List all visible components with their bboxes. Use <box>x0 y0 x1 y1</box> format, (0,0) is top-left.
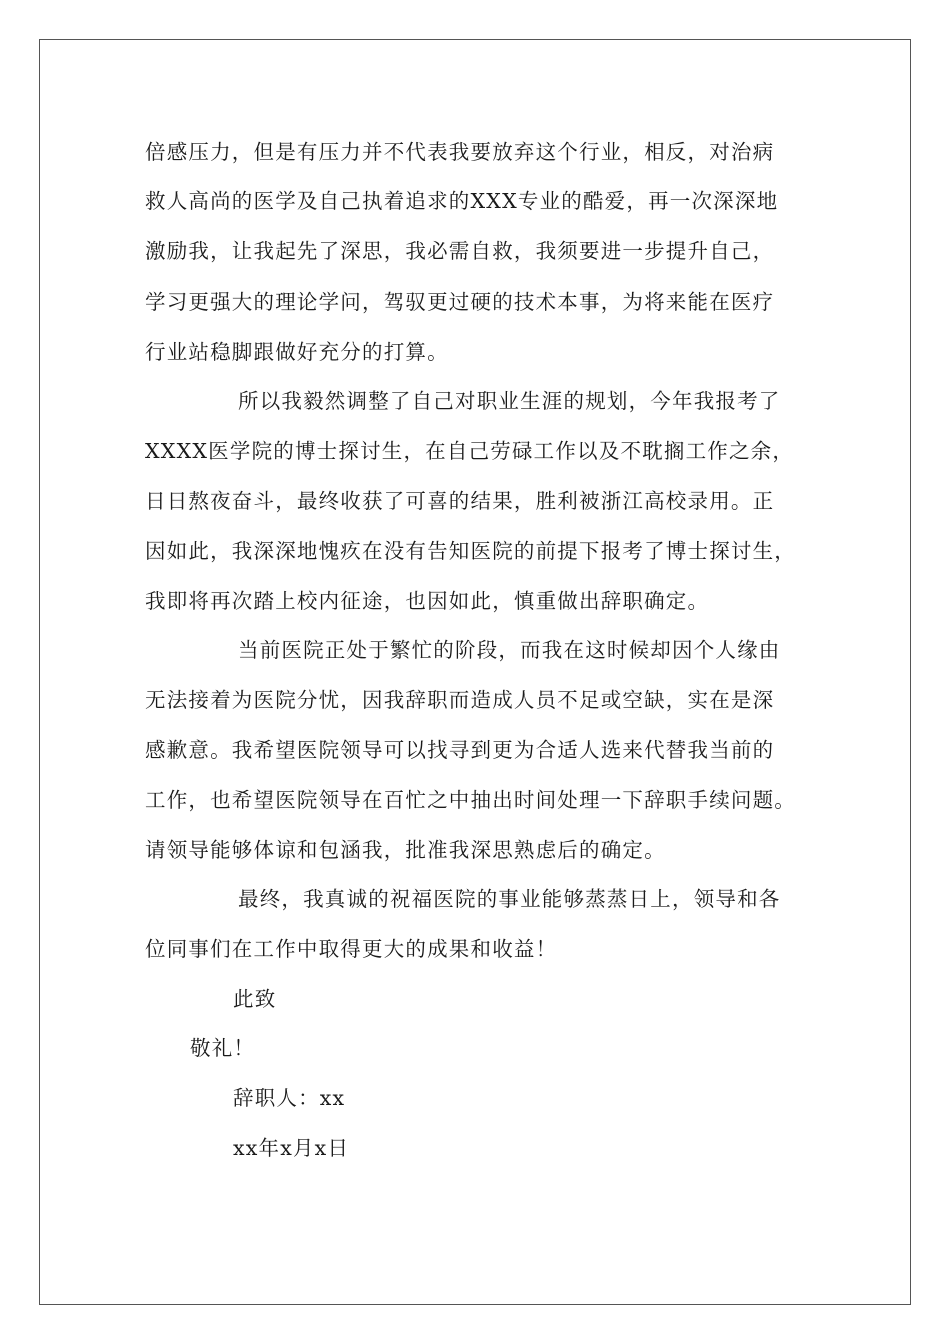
closing-line: 此致 <box>233 987 277 1011</box>
date-line: xx年x月x日 <box>233 1136 350 1160</box>
body-line-4: 学习更强大的理论学问，驾驭更过硬的技术本事，为将来能在医疗 <box>145 290 775 314</box>
body-line-8: 日日熬夜奋斗，最终收获了可喜的结果，胜利被浙江高校录用。正 <box>145 489 775 513</box>
page-frame <box>39 39 911 1305</box>
body-line-3: 激励我，让我起先了深思，我必需自救，我须要进一步提升自己， <box>145 239 775 263</box>
body-line-12: 无法接着为医院分忧，因我辞职而造成人员不足或空缺，实在是深 <box>145 688 775 712</box>
body-line-10: 我即将再次踏上校内征途，也因如此，慎重做出辞职确定。 <box>145 589 710 613</box>
body-line-9: 因如此，我深深地愧疚在没有告知医院的前提下报考了博士探讨生， <box>145 539 796 563</box>
body-line-7: XXXX医学院的博士探讨生，在自己劳碌工作以及不耽搁工作之余， <box>145 439 795 463</box>
body-line-11: 当前医院正处于繁忙的阶段，而我在这时候却因个人缘由 <box>238 638 781 662</box>
body-line-16: 最终，我真诚的祝福医院的事业能够蒸蒸日上，领导和各 <box>238 887 781 911</box>
body-line-14: 工作，也希望医院领导在百忙之中抽出时间处理一下辞职手续问题。 <box>145 788 796 812</box>
body-line-13: 感歉意。我希望医院领导可以找寻到更为合适人选来代替我当前的 <box>145 738 775 762</box>
body-line-17: 位同事们在工作中取得更大的成果和收益！ <box>145 937 558 961</box>
body-line-1: 倍感压力，但是有压力并不代表我要放弃这个行业，相反，对治病 <box>145 140 775 164</box>
signer-line: 辞职人：xx <box>233 1086 346 1110</box>
body-line-6: 所以我毅然调整了自己对职业生涯的规划，今年我报考了 <box>238 389 781 413</box>
body-line-15: 请领导能够体谅和包涵我，批准我深思熟虑后的确定。 <box>145 838 666 862</box>
body-line-5: 行业站稳脚跟做好充分的打算。 <box>145 340 449 364</box>
salute-line: 敬礼！ <box>190 1036 256 1060</box>
body-line-2: 救人高尚的医学及自己执着追求的XXX专业的酷爱，再一次深深地 <box>145 189 779 213</box>
